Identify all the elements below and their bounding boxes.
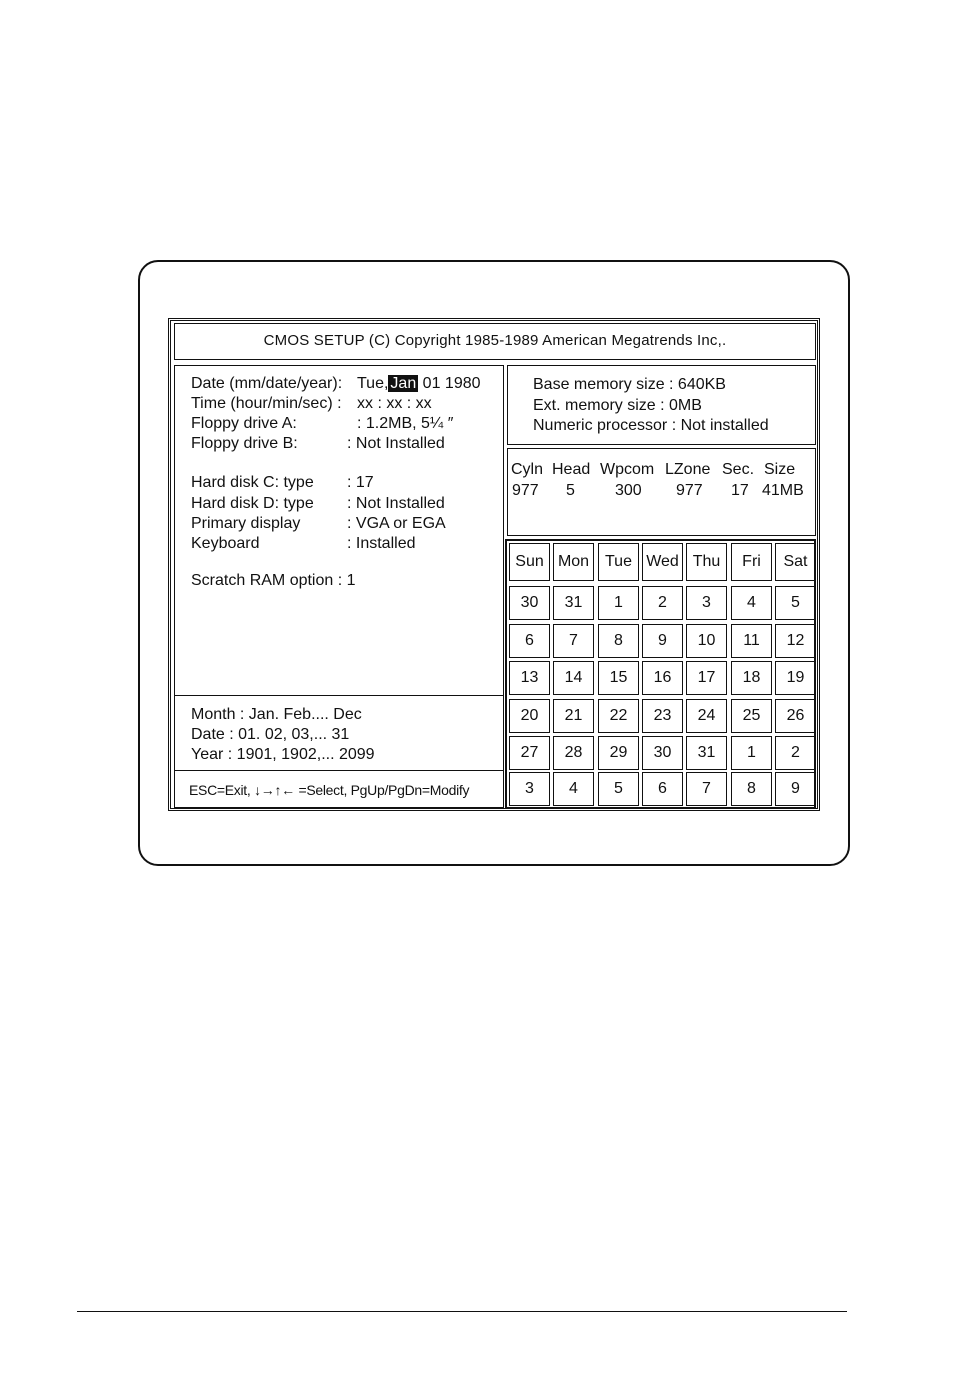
scratch-ram-option[interactable]: Scratch RAM option : 1: [191, 572, 356, 589]
calendar-day[interactable]: 25: [731, 699, 772, 733]
calendar-header-sat: Sat: [775, 543, 816, 581]
calendar-day[interactable]: 16: [642, 661, 683, 695]
floppy-b-field[interactable]: : Not Installed: [347, 435, 445, 452]
floppy-a-field[interactable]: : 1.2MB, 5¼ ″: [357, 415, 454, 432]
date-label: Date (mm/date/year):: [191, 375, 343, 392]
calendar-day[interactable]: 3: [686, 586, 727, 620]
hd-header-size: Size: [764, 461, 796, 478]
hd-value-wpcom: 300: [615, 482, 642, 499]
time-field[interactable]: xx : xx : xx: [357, 395, 432, 412]
calendar-day[interactable]: 9: [775, 772, 816, 806]
calendar-day[interactable]: 2: [642, 586, 683, 620]
calendar-day[interactable]: 21: [553, 699, 594, 733]
numeric-processor: Numeric processor : Not installed: [533, 417, 769, 434]
keyboard-field[interactable]: : Installed: [347, 535, 416, 552]
hd-header-lzone: LZone: [665, 461, 711, 478]
calendar-day[interactable]: 29: [598, 736, 639, 770]
calendar-day[interactable]: 2: [775, 736, 816, 770]
calendar-header-wed: Wed: [642, 543, 683, 581]
calendar-day[interactable]: 27: [509, 736, 550, 770]
date-day: Tue,: [357, 375, 389, 392]
keyboard-label: Keyboard: [191, 535, 260, 552]
calendar-header-sun: Sun: [509, 543, 550, 581]
calendar-header-mon: Mon: [553, 543, 594, 581]
floppy-a-label: Floppy drive A:: [191, 415, 297, 432]
hd-value-head: 5: [566, 482, 575, 499]
calendar-day[interactable]: 20: [509, 699, 550, 733]
calendar-day[interactable]: 8: [598, 624, 639, 658]
display-field[interactable]: : VGA or EGA: [347, 515, 446, 532]
hd-header-sec: Sec.: [722, 461, 755, 478]
calendar-header-tue: Tue: [598, 543, 639, 581]
hd-value-sec: 17: [731, 482, 749, 499]
calendar-day[interactable]: 9: [642, 624, 683, 658]
calendar-header-thu: Thu: [686, 543, 727, 581]
page-footer-rule: [77, 1311, 847, 1312]
calendar-day[interactable]: 8: [731, 772, 772, 806]
calendar-day[interactable]: 13: [509, 661, 550, 695]
calendar-day[interactable]: 18: [731, 661, 772, 695]
calendar-day[interactable]: 28: [553, 736, 594, 770]
calendar-day[interactable]: 17: [686, 661, 727, 695]
calendar-day[interactable]: 5: [598, 772, 639, 806]
time-label: Time (hour/min/sec) :: [191, 395, 342, 412]
divider: [174, 695, 504, 696]
hd-value-cyln: 977: [512, 482, 539, 499]
calendar-day[interactable]: 4: [553, 772, 594, 806]
range-year: Year : 1901, 1902,... 2099: [191, 746, 375, 763]
hdd-d-label: Hard disk D: type: [191, 495, 314, 512]
calendar-day[interactable]: 7: [686, 772, 727, 806]
setup-title: CMOS SETUP (C) Copyright 1985-1989 American Megatrends Inc,.: [263, 332, 727, 349]
hdd-c-field[interactable]: : 17: [347, 474, 374, 491]
hd-header-cyln: Cyln: [511, 461, 544, 478]
calendar-day[interactable]: 31: [686, 736, 727, 770]
calendar-header-fri: Fri: [731, 543, 772, 581]
hd-header-wpcom: Wpcom: [600, 461, 655, 478]
calendar-day[interactable]: 10: [686, 624, 727, 658]
key-help: ESC=Exit, ↓→↑← =Select, PgUp/PgDn=Modify: [189, 782, 470, 798]
calendar-day[interactable]: 23: [642, 699, 683, 733]
date-field[interactable]: [357, 374, 481, 394]
range-date: Date : 01. 02, 03,... 31: [191, 726, 350, 743]
calendar-day[interactable]: 5: [775, 586, 816, 620]
calendar-day[interactable]: 22: [598, 699, 639, 733]
divider: [174, 770, 504, 771]
calendar-day[interactable]: 3: [509, 772, 550, 806]
calendar-day[interactable]: 26: [775, 699, 816, 733]
calendar-day[interactable]: 6: [509, 624, 550, 658]
calendar-day[interactable]: 6: [642, 772, 683, 806]
hdd-c-label: Hard disk C: type: [191, 474, 314, 491]
hd-header-head: Head: [552, 461, 591, 478]
date-rest: 01 1980: [422, 375, 481, 392]
calendar-day[interactable]: 7: [553, 624, 594, 658]
base-memory: Base memory size : 640KB: [533, 376, 726, 393]
calendar-day[interactable]: 19: [775, 661, 816, 695]
calendar-day[interactable]: 15: [598, 661, 639, 695]
calendar-day[interactable]: 4: [731, 586, 772, 620]
calendar-day[interactable]: 1: [731, 736, 772, 770]
calendar-day[interactable]: 11: [731, 624, 772, 658]
hd-value-lzone: 977: [676, 482, 703, 499]
date-month-selected[interactable]: Jan: [390, 375, 417, 392]
floppy-b-label: Floppy drive B:: [191, 435, 298, 452]
hdd-d-field[interactable]: : Not Installed: [347, 495, 445, 512]
calendar-day[interactable]: 30: [509, 586, 550, 620]
calendar-day[interactable]: 1: [598, 586, 639, 620]
hd-value-size: 41MB: [762, 482, 804, 499]
display-label: Primary display: [191, 515, 301, 532]
calendar-day[interactable]: 31: [553, 586, 594, 620]
calendar-day[interactable]: 30: [642, 736, 683, 770]
calendar-day[interactable]: 12: [775, 624, 816, 658]
calendar-day[interactable]: 14: [553, 661, 594, 695]
calendar-day[interactable]: 24: [686, 699, 727, 733]
ext-memory: Ext. memory size : 0MB: [533, 397, 702, 414]
range-month: Month : Jan. Feb.... Dec: [191, 706, 362, 723]
